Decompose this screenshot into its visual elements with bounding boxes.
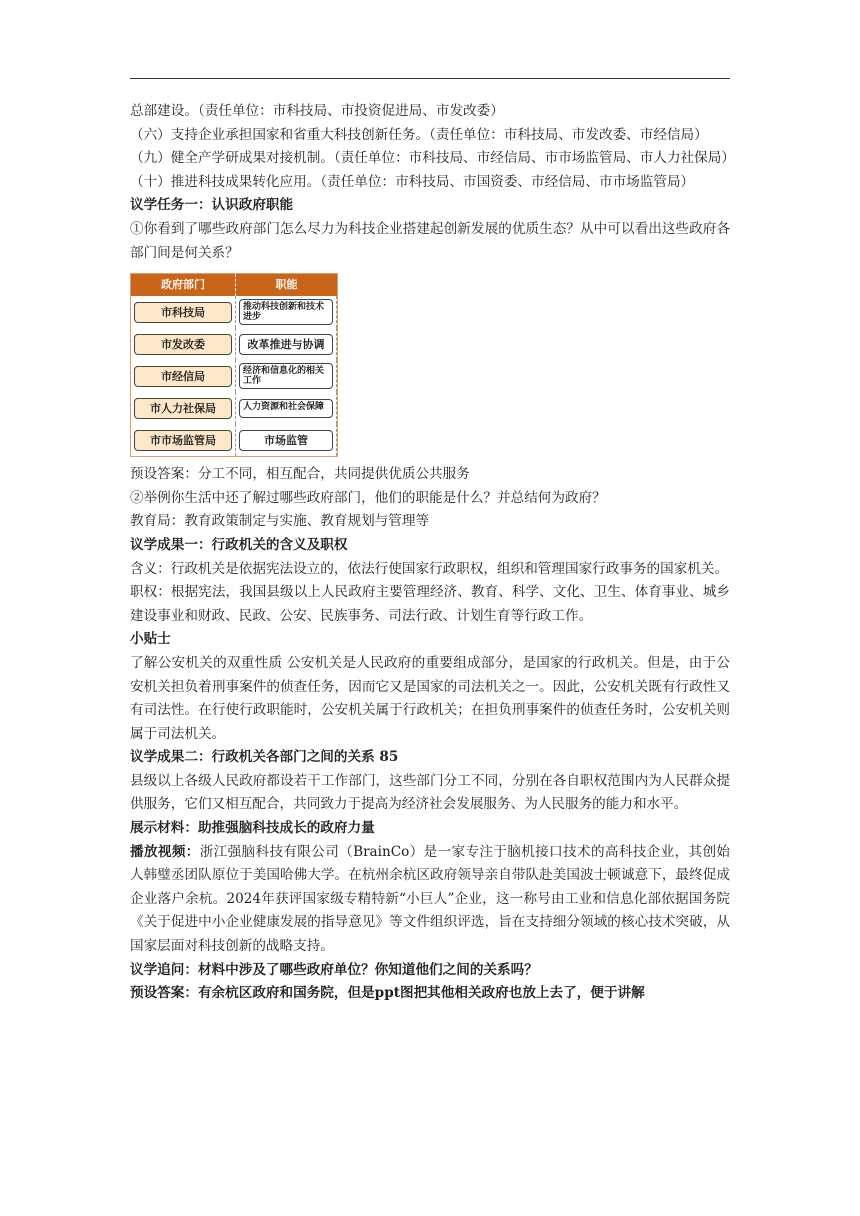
func-label: 市场监管: [239, 430, 333, 451]
dept-label: 市经信局: [134, 366, 232, 387]
video-label: 播放视频：: [130, 843, 200, 860]
result1-heading: 议学成果一：行政机关的含义及职权: [130, 536, 348, 553]
figure-row: [131, 392, 337, 424]
preset-answer-2: 预设答案：有余杭区政府和国务院，但是ppt图把其他相关政府也放上去了，便于讲解: [130, 985, 645, 1002]
paragraph-item-9: （九）健全产学研成果对接机制。（责任单位：市科技局、市经信局、市市场监管局、市人力社保局）: [130, 150, 735, 167]
task1-question-2: ②举例你生活中还了解过哪些政府部门，他们的职能是什么？并总结何为政府？: [130, 489, 606, 506]
func-label: 改革推进与协调: [239, 334, 333, 355]
header-rule: [130, 78, 730, 79]
video-text: 浙江强脑科技有限公司（BrainCo）是一家专注于脑机接口技术的高科技企业，其创始人韩璧丞团队原位于美国哈佛大学。在杭州余杭区政府领导亲自带队赴美国波士顿诚意下，最终促成企业落户余杭。2024年获评国家级专精特新“小巨人”企业，这一称号由工业和信息化部依据国务院《关于促进中小企业健康发展的指导意见》等文件组织评选，旨在支持细分领域的核心技术突破，从国家层面对科技创新的战略支持。: [130, 843, 731, 955]
document-body: [130, 100, 735, 1006]
video-paragraph: [130, 841, 730, 959]
figure-row: [131, 296, 337, 328]
dept-label: 市发改委: [134, 334, 232, 355]
followup-question: 议学追问：材料中涉及了哪些政府单位？你知道他们之间的关系吗？: [130, 961, 538, 978]
dept-label: 市人力社保局: [134, 398, 232, 419]
task1-question-1: ①你看到了哪些政府部门怎么尽力为科技企业搭建起创新发展的优质生态？从中可以看出这些政府各部门间是何关系？: [130, 220, 730, 261]
tip-text: 了解公安机关的双重性质 公安机关是人民政府的重要组成部分，是国家的行政机关。但是，由于公安机关担负着刑事案件的侦查任务，因而它又是国家的司法机关之一。因此，公安机关既有行政性又有司法性。在行使行政职能时，公安机关属于行政机关；在担负刑事案件的侦查任务时，公安机关则属于司法机关。: [130, 654, 730, 742]
material-heading: 展示材料：助推强脑科技成长的政府力量: [130, 820, 375, 837]
department-function-figure: [130, 273, 338, 457]
figure-row: [131, 424, 337, 456]
dept-label: 市市场监管局: [134, 430, 232, 451]
figure-header: [131, 274, 337, 296]
paragraph-item-6: （六）支持企业承担国家和省重大科技创新任务。（责任单位：市科技局、市发改委、市经信局）: [130, 126, 708, 143]
figure-header-func: 职能: [275, 278, 298, 292]
figure-header-dept: 政府部门: [131, 274, 236, 296]
task1-heading: 议学任务一：认识政府职能: [130, 197, 294, 214]
result1-powers: 职权：根据宪法，我国县级以上人民政府主要管理经济、教育、科学、文化、卫生、体育事业、城乡建设事业和财政、民政、公安、民族事务、司法行政、计划生育等行政工作。: [130, 584, 730, 624]
func-label: 人力资源和社会保障: [239, 399, 333, 418]
result2-heading: 议学成果二：行政机关各部门之间的关系 85: [130, 749, 399, 766]
paragraph-item-10: （十）推进科技成果转化应用。（责任单位：市科技局、市国资委、市经信局、市市场监管局）: [130, 173, 695, 190]
paragraph-line: 总部建设。（责任单位：市科技局、市投资促进局、市发改委）: [130, 103, 504, 119]
dept-label: 市科技局: [134, 302, 232, 323]
figure-row: [131, 328, 337, 360]
result1-definition: 含义：行政机关是依据宪法设立的，依法行使国家行政职权，组织和管理国家行政事务的国家机关。: [130, 560, 729, 577]
func-label: 经济和信息化的相关工作: [239, 363, 333, 389]
education-bureau-example: 教育局：教育政策制定与实施、教育规划与管理等: [130, 513, 430, 530]
result2-text: 县级以上各级人民政府都设若干工作部门，这些部门分工不同，分别在各自职权范围内为人民群众提供服务，它们又相互配合，共同致力于提高为经济社会发展服务、为人民服务的能力和水平。: [130, 772, 730, 813]
tip-heading: 小贴士: [130, 631, 171, 648]
func-label: 推动科技创新和技术进步: [239, 299, 333, 325]
figure-row: [131, 360, 337, 392]
preset-answer-1: 预设答案：分工不同，相互配合，共同提供优质公共服务: [130, 466, 470, 483]
